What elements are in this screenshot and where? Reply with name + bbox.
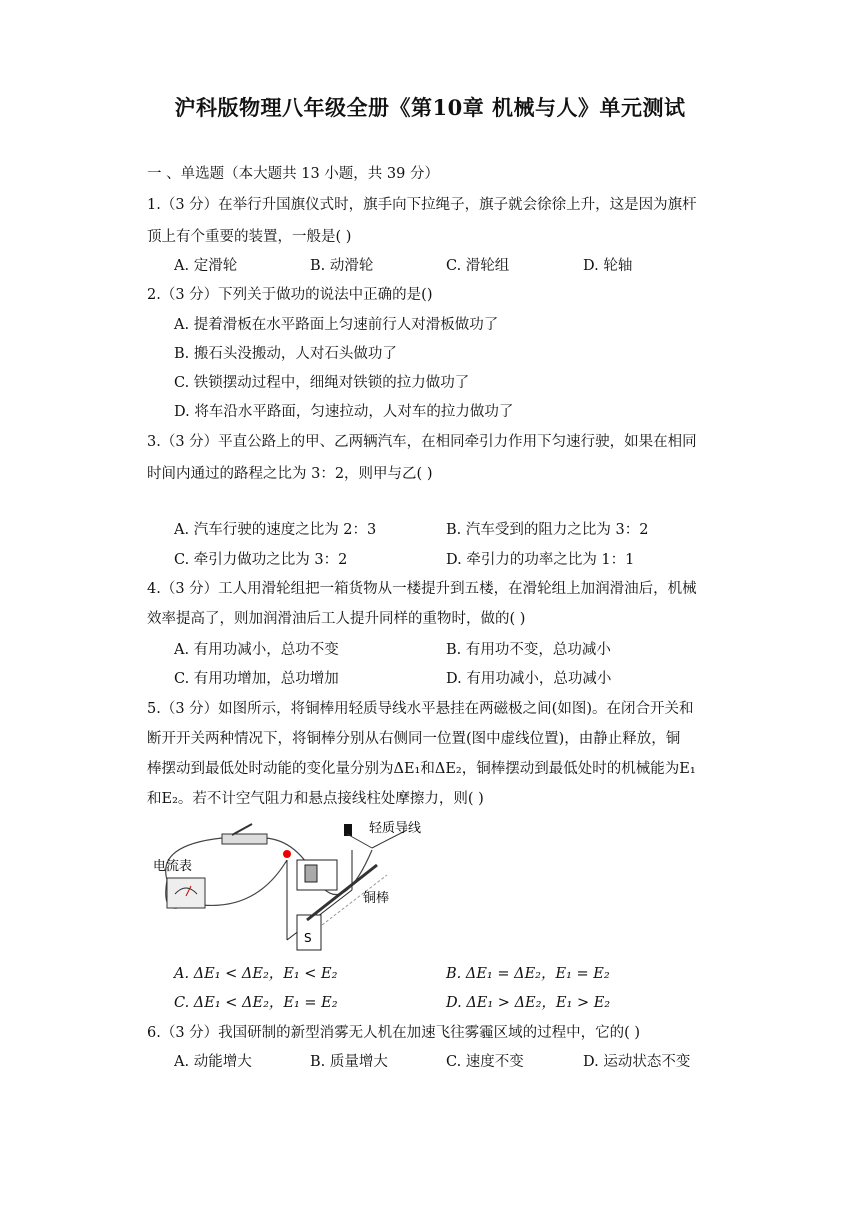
magnet-icon [287, 850, 352, 950]
question-1-option-d: D. 轮轴 [583, 258, 633, 274]
question-1-option-c: C. 滑轮组 [446, 258, 510, 274]
question-4-option-a: A. 有用功减小，总功不变 [174, 642, 339, 658]
question-1-option-b: B. 动滑轮 [310, 258, 374, 274]
question-6-stem: 6.（3 分）我国研制的新型消雾无人机在加速飞往雾霾区域的过程中，它的( ) [147, 1025, 641, 1041]
question-5-stem-line-3: 棒摆动到最低处时动能的变化量分别为ΔE₁和ΔE₂，铜棒摆动到最低处时的机械能为E₁ [147, 761, 696, 777]
question-4-stem-line-2: 效率提高了，则加润滑油后工人提升同样的重物时，做的( ) [147, 611, 526, 627]
section-heading: 一 、单选题（本大题共 13 小题，共 39 分） [147, 166, 439, 182]
question-6-option-d: D. 运动状态不变 [583, 1054, 691, 1070]
terminal-red-icon [283, 850, 291, 858]
question-6-option-b: B. 质量增大 [310, 1054, 388, 1070]
question-5-option-b: B. ΔE₁ = ΔE₂，E₁ = E₂ [446, 966, 610, 982]
question-2-option-d: D. 将车沿水平路面，匀速拉动，人对车的拉力做功了 [174, 404, 514, 420]
question-1-stem-line-2: 顶上有个重要的装置，一般是( ) [147, 229, 352, 245]
question-3-option-b: B. 汽车受到的阻力之比为 3：2 [446, 522, 649, 538]
label-wire: 轻质导线 [369, 821, 422, 836]
label-rod: 铜棒 [363, 891, 390, 906]
label-ammeter: 电流表 [153, 859, 193, 874]
question-6-option-c: C. 速度不变 [446, 1054, 524, 1070]
question-4-option-d: D. 有用功减小，总功减小 [446, 671, 612, 687]
question-2-option-a: A. 提着滑板在水平路面上匀速前行人对滑板做功了 [174, 317, 499, 333]
question-5-option-d: D. ΔE₁ > ΔE₂，E₁ > E₂ [446, 995, 611, 1011]
question-6-option-a: A. 动能增大 [174, 1054, 252, 1070]
question-5-stem-line-4: 和E₂。若不计空气阻力和悬点接线柱处摩擦力，则( ) [147, 791, 484, 807]
question-1-option-a: A. 定滑轮 [174, 258, 238, 274]
question-5-option-a: A. ΔE₁ < ΔE₂，E₁ < E₂ [174, 966, 338, 982]
question-5-option-c: C. ΔE₁ < ΔE₂，E₁ = E₂ [174, 995, 338, 1011]
question-4-option-c: C. 有用功增加，总功增加 [174, 671, 339, 687]
page-title: 沪科版物理八年级全册《第10章 机械与人》单元测试 [174, 95, 686, 120]
question-1-stem-line-1: 1.（3 分）在举行升国旗仪式时，旗手向下拉绳子，旗子就会徐徐上升，这是因为旗杆 [147, 197, 697, 213]
question-4-option-b: B. 有用功不变，总功减小 [446, 642, 611, 658]
question-3-option-a: A. 汽车行驶的速度之比为 2：3 [174, 522, 377, 538]
question-4-stem-line-1: 4.（3 分）工人用滑轮组把一箱货物从一楼提升到五楼，在滑轮组上加润滑油后，机械 [147, 581, 697, 597]
question-5-stem-line-2: 断开开关两种情况下，将铜棒分别从右侧同一位置(图中虚线位置)，由静止释放，铜 [147, 731, 681, 747]
switch-icon [222, 824, 267, 844]
label-s-pole: S [304, 931, 312, 945]
question-3-stem-line-2: 时间内通过的路程之比为 3：2，则甲与乙( ) [147, 466, 433, 482]
question-3-stem-line-1: 3.（3 分）平直公路上的甲、乙两辆汽车，在相同牵引力作用下匀速行驶，如果在相同 [147, 434, 697, 450]
ammeter-icon [167, 878, 205, 908]
circuit-figure [147, 820, 447, 960]
question-2-stem: 2.（3 分）下列关于做功的说法中正确的是() [147, 287, 433, 303]
question-2-option-c: C. 铁锁摆动过程中，细绳对铁锁的拉力做功了 [174, 375, 470, 391]
question-3-option-d: D. 牵引力的功率之比为 1：1 [446, 552, 635, 568]
question-3-option-c: C. 牵引力做功之比为 3：2 [174, 552, 348, 568]
question-5-stem-line-1: 5.（3 分）如图所示，将铜棒用轻质导线水平悬挂在两磁极之间(如图)。在闭合开关和 [147, 701, 694, 717]
question-2-option-b: B. 搬石头没搬动，人对石头做功了 [174, 346, 397, 362]
